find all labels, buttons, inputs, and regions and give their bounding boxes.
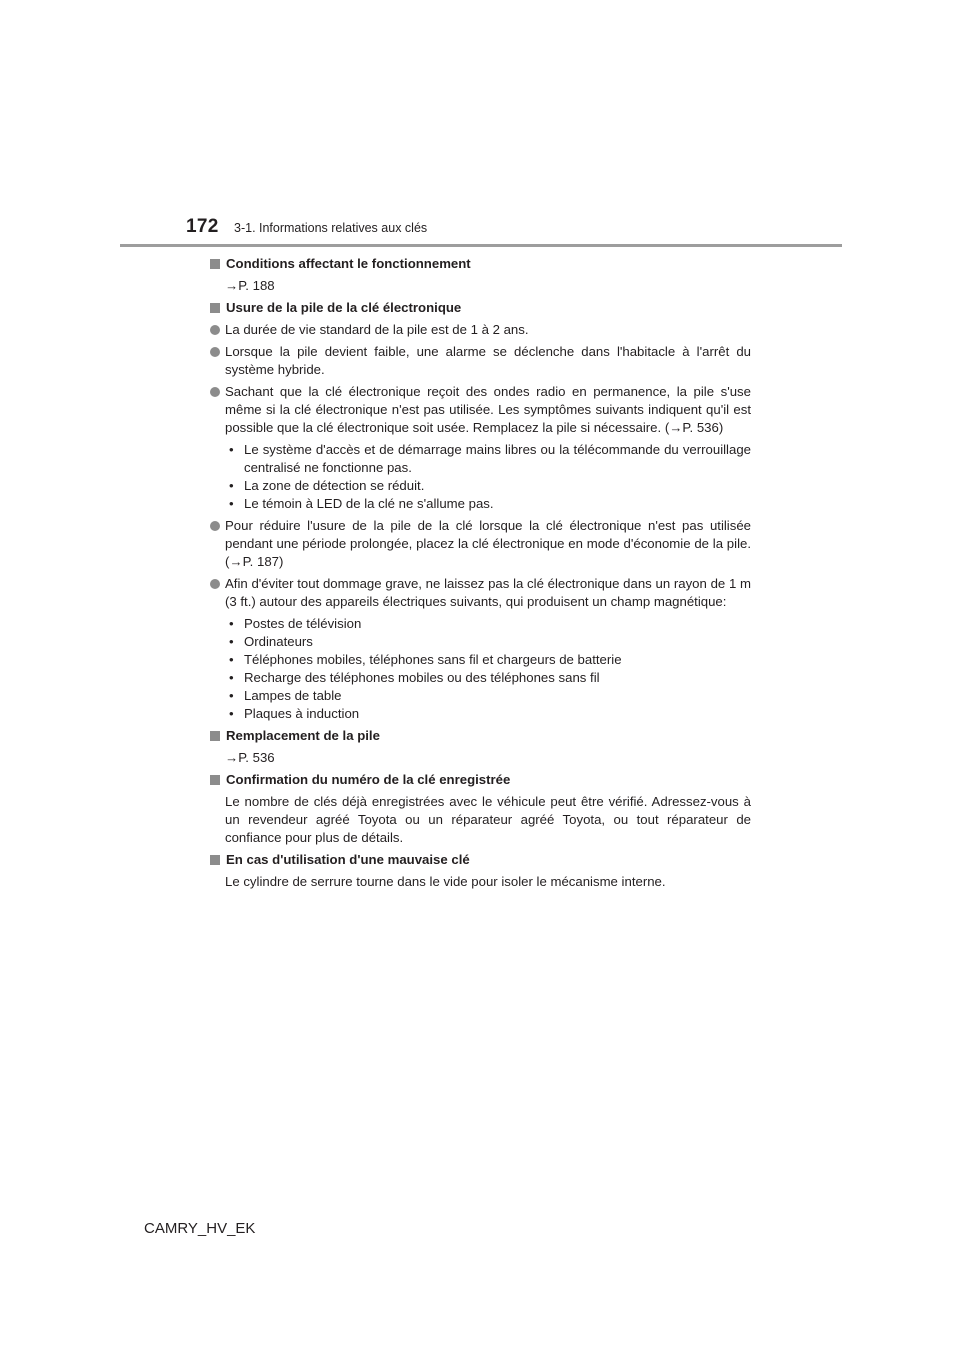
chapter-title: 3-1. Informations relatives aux clés [234,221,428,235]
page-content [210,255,751,895]
square-icon [210,775,220,785]
circle-bullet-icon [210,579,220,589]
dot-bullet-icon: • [229,496,234,511]
section-heading [210,727,751,745]
dot-bullet-icon: • [229,616,234,631]
dot-bullet-icon: • [229,670,234,685]
list-item: • Le témoin à LED de la clé ne s'allume pas. [225,495,751,513]
section-conditions [210,255,751,295]
page-number: 172 [186,216,219,237]
section-heading-text: Confirmation du numéro de la clé enregistrée [226,772,511,787]
square-icon [210,731,220,741]
section-wrong-key [210,851,751,891]
section-heading-text: En cas d'utilisation d'une mauvaise clé [226,852,470,867]
section-body: Le cylindre de serrure tourne dans le vide pour isoler le mécanisme interne. [225,874,666,889]
bullet-item [210,383,751,437]
dot-bullet-icon: • [229,442,234,457]
list-item: • Ordinateurs [225,633,751,651]
bullet-text: Pour réduire l'usure de la pile de la clé lorsque la clé électronique n'est pas utilisée pendant une période prolongée, placez la clé électronique en mode d'économie de la pile. (→P. 187) [225,518,751,569]
list-item: • Plaques à induction [225,705,751,723]
section-battery-replacement [210,727,751,767]
circle-bullet-icon [210,387,220,397]
document-code: CAMRY_HV_EK [144,1220,256,1237]
square-icon [210,303,220,313]
bullet-text: Afin d'éviter tout dommage grave, ne laissez pas la clé électronique dans un rayon de 1 m (3 ft.) autour des appareils électriques suivants, qui produisent un champ magnétique: [225,576,751,609]
page-reference[interactable]: →P. 536 [225,750,275,765]
section-heading [210,771,751,789]
circle-bullet-icon [210,347,220,357]
dot-bullet-icon: • [229,688,234,703]
section-heading [210,299,751,317]
section-heading-text: Remplacement de la pile [226,728,380,743]
dot-bullet-icon: • [229,634,234,649]
device-list [210,615,751,723]
bullet-item [210,343,751,379]
square-icon [210,855,220,865]
bullet-text: Sachant que la clé électronique reçoit des ondes radio en permanence, la pile s'use même si la clé électronique n'est pas utilisée. Les symptômes suivants indiquent qu'il est possible que la clé électronique soit usée. Remplacez la pile si nécessaire. (→P. 536) [225,384,751,435]
circle-bullet-icon [210,325,220,335]
bullet-item [210,575,751,611]
list-item: • Lampes de table [225,687,751,705]
square-icon [210,259,220,269]
dot-bullet-icon: • [229,478,234,493]
dot-bullet-icon: • [229,706,234,721]
circle-bullet-icon [210,521,220,531]
dot-bullet-icon: • [229,652,234,667]
list-item: • Téléphones mobiles, téléphones sans fil et chargeurs de batterie [225,651,751,669]
list-item: • Recharge des téléphones mobiles ou des téléphones sans fil [225,669,751,687]
section-key-count [210,771,751,847]
section-heading-text: Conditions affectant le fonctionnement [226,256,471,271]
symptom-list [210,441,751,513]
bullet-item [210,321,751,339]
section-battery-wear [210,299,751,723]
page-reference[interactable]: →P. 188 [225,278,275,293]
section-heading [210,255,751,273]
list-item: • La zone de détection se réduit. [225,477,751,495]
section-body: Le nombre de clés déjà enregistrées avec le véhicule peut être vérifié. Adressez-vous à un revendeur agréé Toyota ou un réparateur agréé Toyota, ou tout réparateur de confiance pour plus de détails. [225,794,751,845]
bullet-item [210,517,751,571]
list-item: • Postes de télévision [225,615,751,633]
list-item: • Le système d'accès et de démarrage mains libres ou la télécommande du verrouillage centralisé ne fonctionne pas. [225,441,751,477]
section-heading-text: Usure de la pile de la clé électronique [226,300,462,315]
header-divider [120,244,842,247]
bullet-text: La durée de vie standard de la pile est de 1 à 2 ans. [225,322,529,337]
bullet-text: Lorsque la pile devient faible, une alarme se déclenche dans l'habitacle à l'arrêt du système hybride. [225,344,751,377]
section-heading [210,851,751,869]
